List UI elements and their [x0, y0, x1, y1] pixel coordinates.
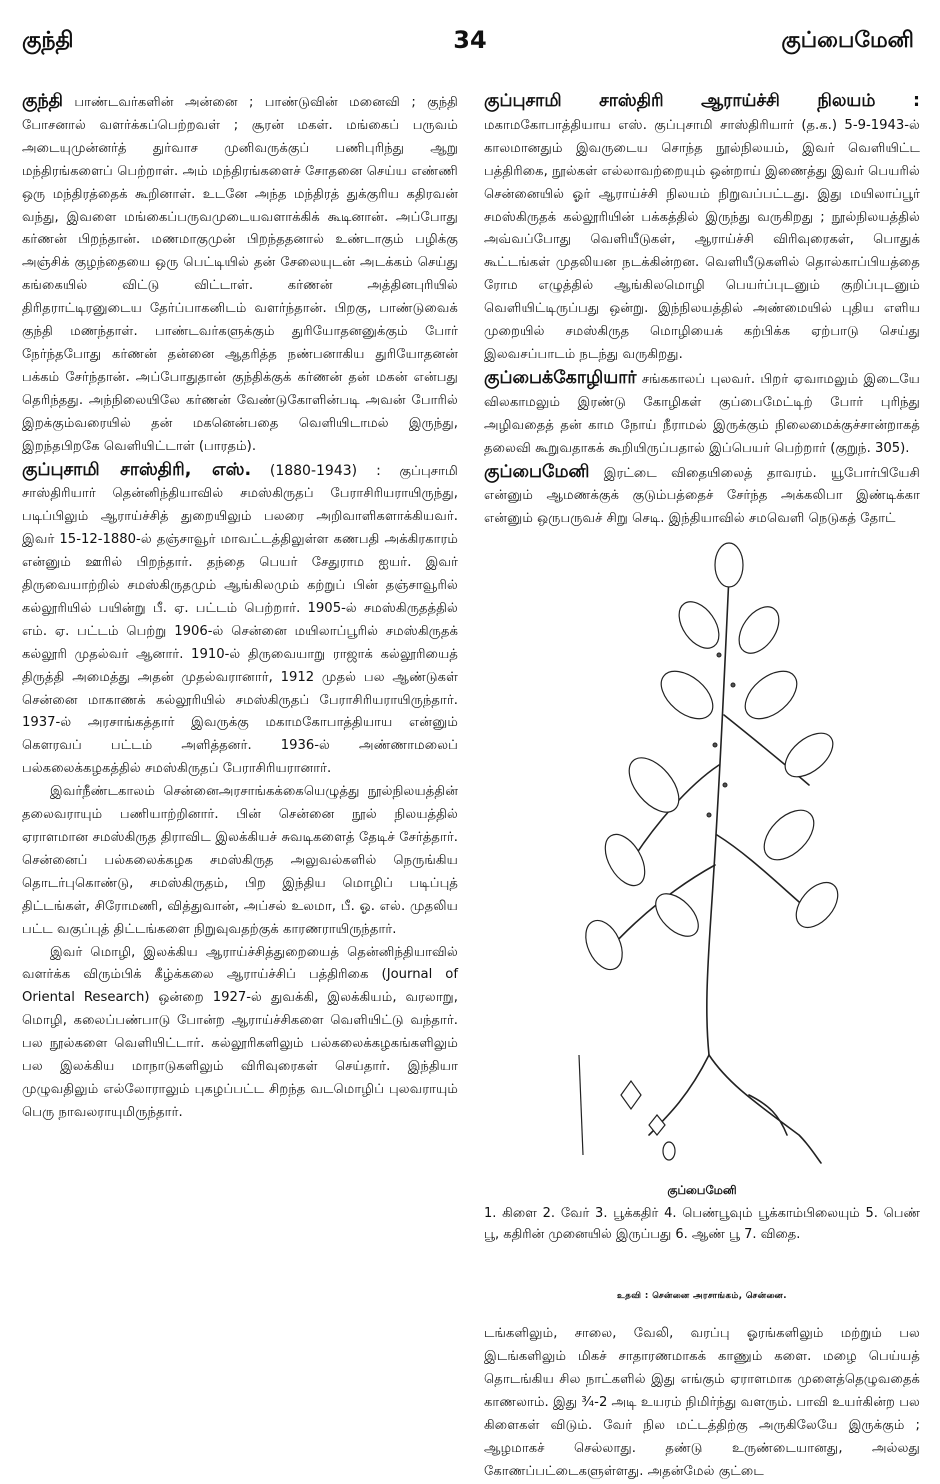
leaf: [648, 886, 706, 944]
figure-legend: 1. கிளை 2. வேர் 3. பூக்கதிர் 4. பெண்பூவும் பூக்காம்பிலையும் 5. பெண் பூ, கதிரின் முனையில் இருப்பது 6. ஆண் பூ 7. விதை.: [484, 1206, 920, 1243]
entry-kozhiyar: [484, 367, 920, 461]
entry-kuppusami-para1: குப்புசாமி சாஸ்திரியார் தென்னிந்தியாவில் சமஸ்கிருதப் பேராசிரியராயிருந்து, படிப்பிலும் ஆராய்ச்சித் துறையிலும் பலரை அறிவாளிகளாக்கியவர். இவர் 15-12-1880-ல் தஞ்சாவூர் மாவட்டத்திலுள்ள கணபதி அக்கிரகாரம் என்னும் ஊரில் பிறந்தார். தந்தை பெயர் சேதுராம ஐயர். இவர் திருவையாற்றில் சமஸ்கிருதமும் ஆங்கிலமும் கற்றுப் பின் தஞ்சாவூரில் கல்லூரியில் பயின்று பீ. ஏ. பட்டம் பெற்றார். 1905-ல் சமஸ்கிருதத்தில் எம். ஏ. பட்டம் பெற்று 1906-ல் சென்னை மயிலாப்பூரில் சமஸ்கிருதக் கல்லூரி முதல்வர் ஆனார். 1910-ல் திருவையாறு ராஜாக் கல்லூரியைத் திருத்தி அமைத்து அதன் முதல்வரானார், 1912 முதல் பல ஆண்டுகள் சென்னை மாகாணக் கல்லூரியில் சமஸ்கிருதப் பேராசிரியராயிருந்தார். 1937-ல் அரசாங்கத்தார் இவருக்கு மகாமகோபாத்தியாய என்னும் கௌரவப் பட்டம் அளித்தனர். 1936-ல் அண்ணாமலைப் பல்கலைக்கழகத்தில் சமஸ்கிருதப் பேராசிரியரானார்.: [22, 463, 458, 777]
right-column: [484, 90, 920, 1484]
running-head-left: குந்தி: [22, 28, 74, 53]
headword-kunthi: குந்தி: [22, 91, 64, 111]
entry-institute: [484, 90, 920, 367]
leaf: [620, 749, 689, 821]
figure-title: குப்பைமேனி: [667, 1183, 737, 1198]
entry-kuppusami-para2: இவர்நீண்டகாலம் சென்னைஅரசாங்கக்கையெழுத்து நூல்நிலயத்தின் தலைவராயும் பணியாற்றினார். பின் சென்னை நூல் நிலயத்தில் ஏராளமான சமஸ்கிருத திராவிட இலக்கியச் சுவடிகளைத் தேடிச் சேர்த்தார். சென்னைப் பல்கலைக்கழக சமஸ்கிருத அலுவல்களில் நெருங்கிய தொடர்புகொண்டு, சமஸ்கிருதம், பிற இந்திய மொழிப் படிப்புத் திட்டங்கள், சிரோமணி, வித்துவான், அப்சல் உலமா, பீ. ஓ. எல். முதலிய பட்ட வகுப்புத் திட்டங்களை நிறுவுவதற்குக் காரணராயிருந்தார்.: [22, 784, 458, 937]
entry-institute-text: மகாமகோபாத்தியாய எஸ். குப்புசாமி சாஸ்திரியார் (த.க.) 5-9-1943-ல் காலமானதும் இவருடைய சொந்த நூல்நிலயம், இவர் வெளியிட்ட பத்திரிகை, நூல்கள் எல்லாவற்றையும் ஒன்றாய் இணைத்து இவர் பெயரில் சென்னையில் ஓர் ஆராய்ச்சி நிலயம் நிறுவப்பட்டது. இது மயிலாப்பூர் சமஸ்கிருதக் கல்லூரியின் பக்கத்தில் இருந்து வருகிறது ; நூல்நிலயத்தில் அவ்வப்போது வெளியீடுகள், ஆராய்ச்சி விரிவுரைகள், பொதுக் கூட்டங்கள் முதலியன நடக்கின்றன. வெளியீடுகளில் தொல்காப்பியத்தை ரோம எழுத்தில் ஆங்கிலமொழி பெயர்ப்புடனும் குறிப்புடனும் வெளியிட்டிருப்பது ஒன்று. இந்நிலயத்தில் அண்மையில் புதிய எளிய முறையில் சமஸ்கிருத மொழியைக் கற்பிக்க ஏற்பாடு செய்து இலவசப்பாடம் நடந்து வருகிறது.: [484, 117, 920, 362]
headword-kuppusami-years: (1880-1943) :: [269, 462, 381, 479]
plant-figure: [484, 531, 920, 1323]
leaf: [777, 725, 840, 786]
leaf: [671, 595, 727, 656]
entry-kuppaimeni-continuation: டங்களிலும், சாலை, வேலி, வரப்பு ஓரங்களிலும் மற்றும் பல இடங்களிலும் மிகச் சாதாரணமாகக் காணும் களை. மழை பெய்யத் தொடங்கிய சில நாட்களில் இது எங்கும் ஏராளமாக முளைத்தெழுவதைக் காணலாம். இது ¾-2 அடி உயரம் நிமிர்ந்து வளரும். பாவி உயர்கின்ற பல கிளைகள் விடும். வேர் நில மட்டத்திற்கு அருகிலேயே இருக்கும் ; ஆழமாகச் செல்லாது. தண்டு உருண்டையானது, அல்லது கோணப்பட்டைகளுள்ளது. அதன்மேல் குட்டை: [484, 1326, 920, 1479]
entry-kozhiyar-text: சங்ககாலப் புலவர். பிறர் ஏவாமலும் இடையே விலகாமலும் இரண்டு கோழிகள் குப்பைமேட்டிற் போர் புரிந்து அழிவதைத் தன் காம நோய் நீராமல் இருக்கும் நிலைமைக்குச்சான்றாகத் தலைவி கூறுவதாகக் கூறியிருப்பதால் இப்பெயர் பெற்றார் (குறுந். 305).: [484, 371, 920, 456]
figure-credit: உதவி : சென்னை அரசாங்கம், சென்னை.: [616, 1291, 788, 1302]
entry-kuppusami: [22, 459, 458, 782]
plant-illustration: [559, 535, 859, 1165]
detail-flower-spike: [579, 1055, 583, 1155]
leaf: [788, 875, 846, 935]
entry-kuppaimeni-text: இரட்டை விதையிலைத் தாவரம். யூபோர்பியேசி என்னும் ஆமணக்குக் குடும்பத்தைச் சேர்ந்த அக்கலிபா இண்டிக்கா என்னும் ஒருபருவச் சிறு செடி. இந்தியாவில் சமவெளி நெடுகத் தோட்: [484, 465, 920, 527]
leaf: [579, 915, 630, 976]
headword-institute: குப்புசாமி சாஸ்திரி ஆராய்ச்சி நிலயம் :: [484, 91, 920, 111]
entry-kunthi: [22, 90, 458, 459]
leaf: [652, 662, 721, 728]
root-main: [709, 1055, 821, 1163]
page-number: 34: [453, 26, 487, 54]
left-column: [22, 90, 458, 1125]
headword-kuppaimeni: குப்பைமேனி: [484, 461, 590, 482]
leaf: [715, 543, 743, 587]
entry-kuppaimeni: [484, 461, 920, 532]
entry-kunthi-text: பாண்டவர்களின் அன்னை ; பாண்டுவின் மனைவி ; குந்தி போசனால் வளர்க்கப்பெற்றவள் ; சூரன் மகள். மங்கைப் பருவம் அடையுமுன்னர்த் துர்வாச முனிவருக்குப் பணிபுரிந்து ஆறு மந்திரங்களைப் பெற்றாள். அம் மந்திரங்களைச் சோதனை செய்ய எண்ணி ஒரு மந்திரத்தைக் கூறினாள். உடனே அந்த மந்திரத் துக்குரிய கதிரவன் வந்து, இவளை மங்கைப்பருவமுடையவளாக்கிக் கூடினான். அப்போது கர்ணன் பிறந்தான். மணமாகுமுன் பிறந்ததனால் உண்டாகும் பழிக்கு அஞ்சிக் குழந்தையை ஒரு பெட்டியில் தன் சேலையுடன் அடக்கம் செய்து கங்கையில் விட்டு விட்டாள். கர்ணன் அத்தினபுரியில் திரிதராட்டிரனுடைய தேர்ப்பாகனிடம் வளர்ந்தான். பிறகு, பாண்டுவைக் குந்தி மணந்தாள். பாண்டவர்களுக்கும் துரியோதனனுக்கும் போர் நேர்ந்தபோது கர்ணன் தன்னை ஆதரித்த நண்பனாகிய துரியோதனன் பக்கம் சேர்ந்தான். அப்போதுதான் குந்திக்குக் கர்ணன் தன் மகன் என்பது தெரிந்தது. அந்நிலையிலே கர்ணன் வேண்டுகோளின்படி அவன் போரில் இறக்கும்வரையில் தன் மகனென்பதை வெளியிடாமல் இருந்து, இறந்தபிறகே வெளியிட்டாள் (பாரதம்).: [22, 95, 458, 454]
leaf: [597, 828, 653, 892]
leaf: [731, 600, 787, 661]
headword-kuppusami: குப்புசாமி சாஸ்திரி, எஸ்.: [22, 459, 252, 480]
leaf: [736, 662, 805, 728]
detail-female-flower: [621, 1081, 641, 1109]
running-head-right: குப்பைமேனி: [781, 28, 914, 53]
entry-kuppusami-para3: இவர் மொழி, இலக்கிய ஆராய்ச்சித்துறையைத் தென்னிந்தியாவில் வளர்க்க விரும்பிக் கீழ்க்கலை ஆராய்ச்சிப் பத்திரிகை (Journal of Oriental Research) ஒன்றை 1927-ல் துவக்கி, இலக்கியம், வரலாறு, மொழி, கலைப்பண்பாடு போன்ற ஆராய்ச்சிகளை வெளியிட்டு வந்தார். பல நூல்களை வெளியிட்டார். கல்லூரிகளிலும் பல்கலைக்கழகங்களிலும் பல இலக்கிய மாநாடுகளிலும் விரிவுரைகள் செய்தார். இந்தியா முழுவதிலும் எல்லோராலும் புகழப்பட்ட சிறந்த வடமொழிப் புலவராயும் பெரு நாவலராயுமிருந்தார்.: [22, 944, 458, 1120]
headword-kozhiyar: குப்பைக்கோழியார்: [484, 367, 637, 388]
leaf: [755, 801, 823, 869]
detail-seed: [663, 1142, 675, 1160]
